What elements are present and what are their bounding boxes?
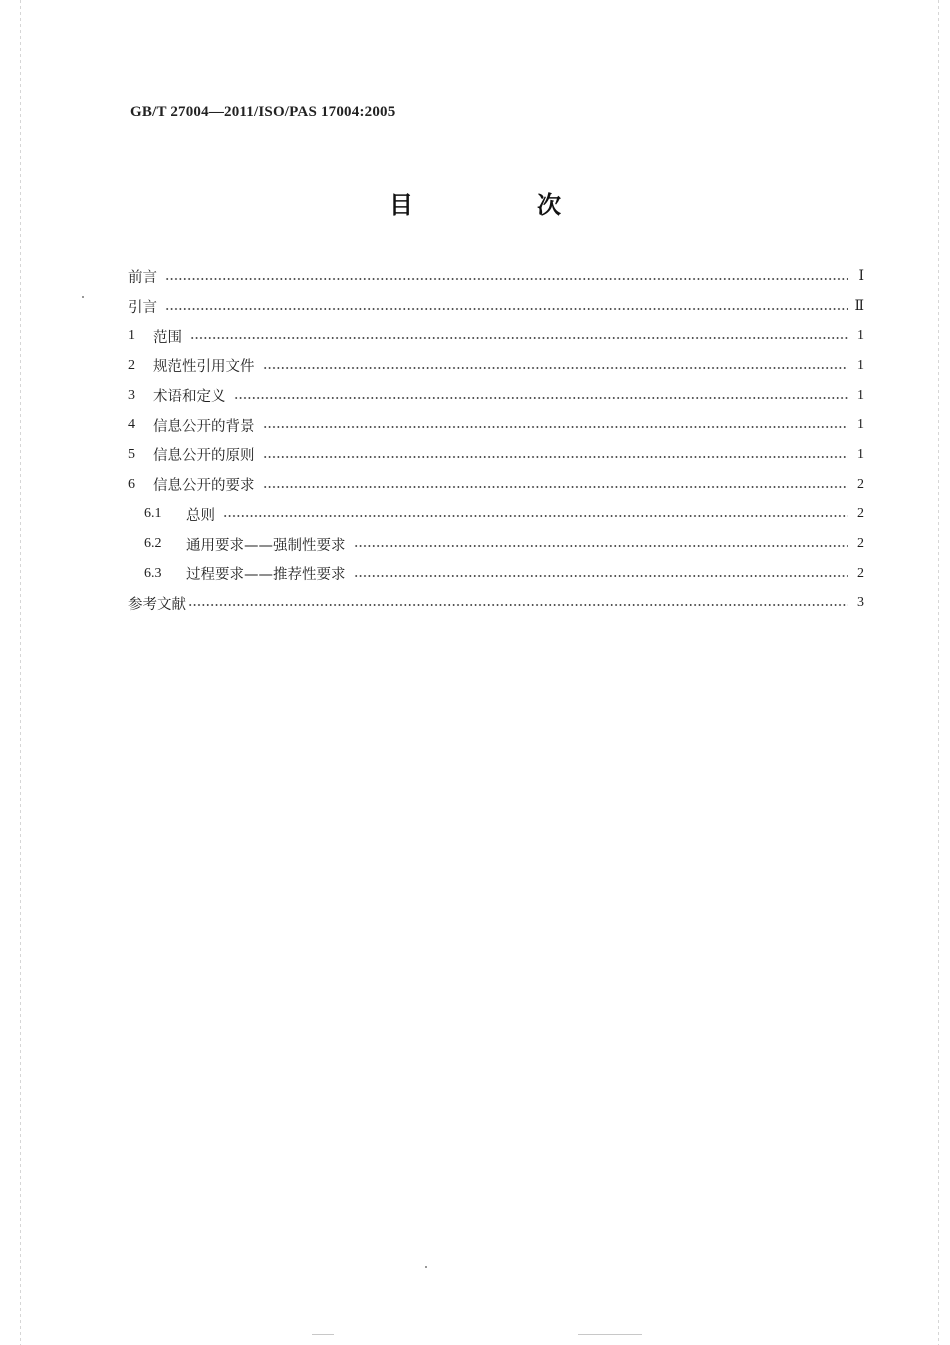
toc-entry-number: 3 — [128, 387, 135, 403]
toc-entry-number: 2 — [128, 357, 135, 373]
scan-artifact-line — [578, 1334, 642, 1335]
toc-entry-number: 6.1 — [144, 506, 162, 522]
toc-leader-dots — [263, 486, 849, 488]
toc-entry-label: 通用要求——强制性要求 — [186, 537, 346, 554]
toc-leader-dots — [354, 575, 849, 577]
toc-entry-number: 6.3 — [144, 565, 162, 581]
toc-entry-label: 术语和定义 — [153, 389, 226, 406]
toc-title: 目 次 — [389, 191, 611, 219]
toc-leader-dots — [354, 545, 849, 547]
toc-entry-label: 信息公开的背景 — [153, 418, 255, 435]
toc-entry-4[interactable] — [128, 410, 864, 440]
toc-entry-number: 1 — [128, 328, 135, 344]
toc-entry-page: Ⅱ — [854, 299, 864, 315]
scan-speck — [425, 1266, 427, 1268]
toc-entry-foreword[interactable] — [128, 262, 864, 292]
toc-leader-dots — [165, 278, 848, 280]
toc-leader-dots — [234, 397, 849, 399]
toc-entry-page: 3 — [857, 595, 864, 611]
toc-entry-number: 5 — [128, 446, 135, 462]
toc-entry-page: 1 — [857, 417, 864, 433]
toc-entry-number: 6 — [128, 476, 135, 492]
toc-entry-page: 2 — [857, 476, 864, 492]
toc-entry-label: 信息公开的要求 — [153, 478, 255, 495]
toc-entry-page: 2 — [857, 565, 864, 581]
toc-entry-3[interactable] — [128, 381, 864, 411]
toc-entry-label: 引言 — [128, 300, 157, 317]
toc-entry-bibliography[interactable] — [128, 589, 864, 619]
toc-leader-dots — [263, 426, 849, 428]
toc-leader-dots — [190, 337, 848, 339]
toc-entry-label: 范围 — [153, 329, 182, 346]
toc-leader-dots — [223, 515, 848, 517]
toc-entry-page: 1 — [857, 328, 864, 344]
toc-entry-label: 总则 — [186, 507, 215, 524]
toc-entry-page: 1 — [857, 357, 864, 373]
toc-entry-6-1[interactable] — [128, 500, 864, 530]
toc-leader-dots — [263, 456, 849, 458]
toc-entry-page: 1 — [857, 387, 864, 403]
toc-entry-2[interactable] — [128, 351, 864, 381]
toc-entry-page: Ⅰ — [858, 269, 864, 285]
toc-entry-page: 2 — [857, 506, 864, 522]
toc-entry-label: 参考文献 — [128, 596, 186, 613]
toc-entry-introduction[interactable] — [128, 292, 864, 322]
toc-entry-number: 6.2 — [144, 536, 162, 552]
toc-entry-label: 过程要求——推荐性要求 — [186, 567, 346, 584]
toc-entry-label: 规范性引用文件 — [153, 359, 255, 376]
toc-leader-dots — [165, 308, 848, 310]
toc-entry-6-3[interactable] — [128, 559, 864, 589]
toc-entry-number: 4 — [128, 417, 135, 433]
toc-entry-6-2[interactable] — [128, 529, 864, 559]
toc-entry-6[interactable] — [128, 470, 864, 500]
toc-leader-dots — [263, 367, 849, 369]
toc-entry-label: 前言 — [128, 270, 157, 287]
toc-entry-1[interactable] — [128, 321, 864, 351]
toc-entry-page: 1 — [857, 446, 864, 462]
toc-entry-5[interactable] — [128, 440, 864, 470]
standard-code-header: GB/T 27004—2011/ISO/PAS 17004:2005 — [130, 104, 396, 120]
table-of-contents — [128, 262, 864, 618]
scan-speck — [82, 296, 84, 298]
scan-artifact-line — [312, 1334, 334, 1335]
toc-entry-label: 信息公开的原则 — [153, 448, 255, 465]
toc-entry-page: 2 — [857, 536, 864, 552]
toc-leader-dots — [188, 604, 848, 606]
